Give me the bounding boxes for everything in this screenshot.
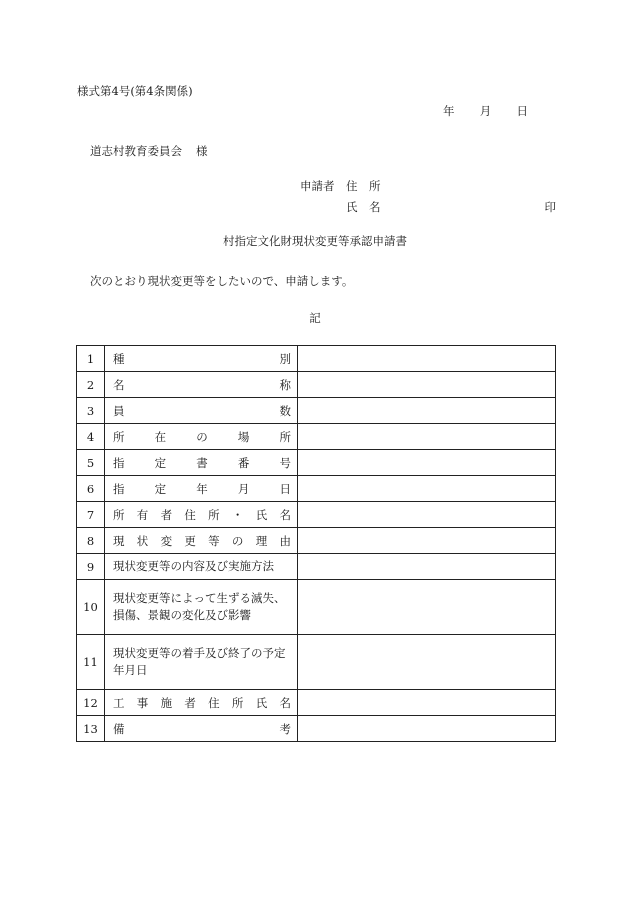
applicant-spacer — [526, 181, 556, 193]
date-year-label: 年 — [443, 104, 455, 118]
table-row — [77, 424, 556, 450]
table-row — [77, 372, 556, 398]
item-label: 備 考 — [105, 716, 298, 742]
item-label: 名 称 — [105, 372, 298, 398]
item-number: 4 — [77, 424, 105, 450]
document-title: 村指定文化財現状変更等承認申請書 — [223, 234, 407, 248]
item-value-cell[interactable] — [298, 502, 556, 528]
table-row — [77, 476, 556, 502]
item-value-cell[interactable] — [298, 635, 556, 690]
item-number: 2 — [77, 372, 105, 398]
item-label: 現状変更等の着手及び終了の予定年月日 — [105, 635, 298, 690]
item-value-cell[interactable] — [298, 554, 556, 580]
item-value-cell[interactable] — [298, 346, 556, 372]
item-number: 12 — [77, 690, 105, 716]
applicant-label: 申請者 — [300, 179, 335, 193]
table-row — [77, 635, 556, 690]
recipient-honorific: 様 — [196, 144, 208, 158]
item-value-cell[interactable] — [298, 476, 556, 502]
applicant-block — [300, 181, 556, 213]
item-value-cell[interactable] — [298, 690, 556, 716]
item-number: 1 — [77, 346, 105, 372]
item-label: 種 別 — [105, 346, 298, 372]
applicant-name-label: 氏 名 — [346, 199, 381, 214]
item-label: 工 事 施 者 住 所 氏 名 — [105, 690, 298, 716]
table-row — [77, 554, 556, 580]
item-number: 11 — [77, 635, 105, 690]
table-row — [77, 528, 556, 554]
item-value-cell[interactable] — [298, 580, 556, 635]
item-label: 所 在 の 場 所 — [105, 424, 298, 450]
recipient — [90, 146, 208, 158]
item-number: 8 — [77, 528, 105, 554]
item-value-cell[interactable] — [298, 372, 556, 398]
item-value-cell[interactable] — [298, 398, 556, 424]
item-label: 現状変更等によって生ずる滅失、損傷、景観の変化及び影響 — [105, 580, 298, 635]
table-row — [77, 502, 556, 528]
items-table — [76, 345, 556, 742]
application-statement: 次のとおり現状変更等をしたいので、申請します。 — [90, 274, 354, 288]
applicant-name-blank — [376, 202, 526, 214]
item-number: 13 — [77, 716, 105, 742]
item-number: 10 — [77, 580, 105, 635]
item-label: 指 定 年 月 日 — [105, 476, 298, 502]
item-number: 3 — [77, 398, 105, 424]
item-number: 6 — [77, 476, 105, 502]
item-value-cell[interactable] — [298, 424, 556, 450]
item-label: 所 有 者 住 所 ・ 氏 名 — [105, 502, 298, 528]
applicant-spacer — [300, 202, 346, 214]
table-row — [77, 690, 556, 716]
recipient-name: 道志村教育委員会 — [90, 144, 182, 158]
item-label: 現 状 変 更 等 の 理 由 — [105, 528, 298, 554]
item-value-cell[interactable] — [298, 450, 556, 476]
item-label: 指 定 書 番 号 — [105, 450, 298, 476]
table-row — [77, 398, 556, 424]
item-number: 5 — [77, 450, 105, 476]
item-label: 現状変更等の内容及び実施方法 — [105, 554, 298, 580]
item-label: 員 数 — [105, 398, 298, 424]
item-number: 7 — [77, 502, 105, 528]
date-day-label: 日 — [516, 104, 528, 118]
seal-mark: 印 — [544, 199, 556, 214]
table-row — [77, 346, 556, 372]
form-number: 様式第4号(第4条関係) — [77, 84, 193, 98]
item-number: 9 — [77, 554, 105, 580]
table-row — [77, 450, 556, 476]
applicant-address-blank — [376, 181, 526, 193]
item-value-cell[interactable] — [298, 716, 556, 742]
date-month-label: 月 — [479, 104, 492, 118]
applicant-address-label: 住 所 — [346, 179, 381, 193]
table-row — [77, 716, 556, 742]
table-row — [77, 580, 556, 635]
date-line — [443, 106, 528, 118]
item-value-cell[interactable] — [298, 528, 556, 554]
ki-heading: 記 — [309, 311, 321, 325]
